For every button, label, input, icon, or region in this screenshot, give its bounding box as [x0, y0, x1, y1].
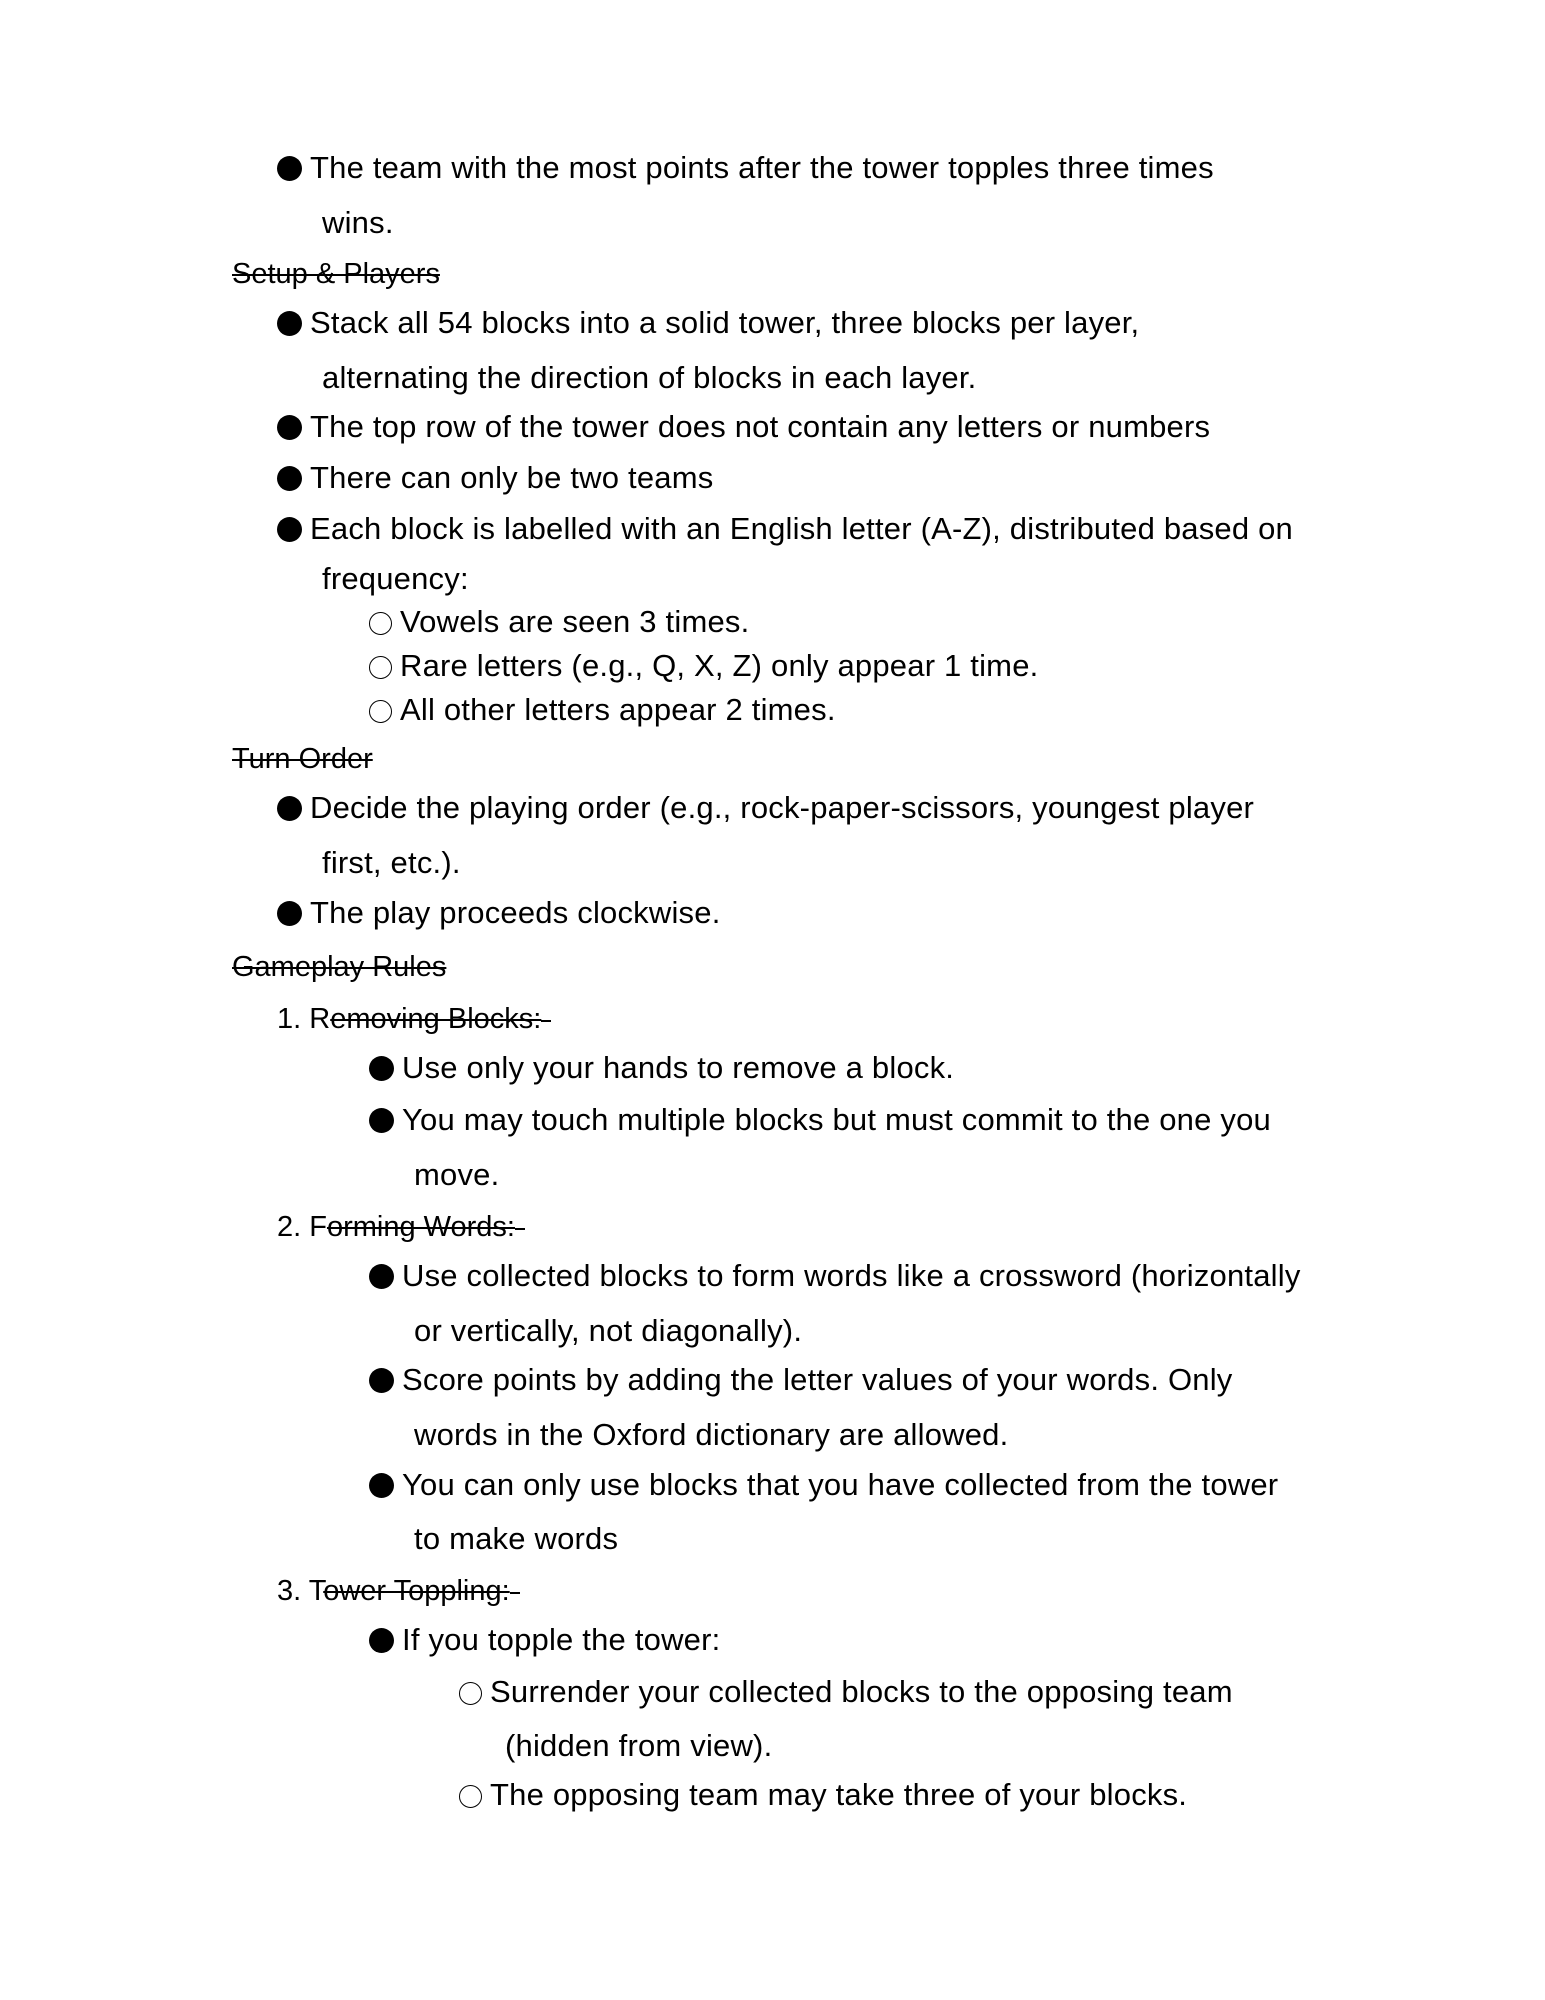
sub-list-item: The opposing team may take three of your blocks. — [459, 1775, 1187, 1815]
list-item-continuation: to make words — [414, 1521, 619, 1556]
filled-bullet-icon — [369, 1264, 394, 1289]
list-item-continuation: words in the Oxford dictionary are allowed. — [414, 1417, 1009, 1452]
hollow-bullet-icon — [369, 612, 392, 635]
numbered-heading-forming-words: 2. Forming Words: — [277, 1209, 525, 1245]
list-item: The top row of the tower does not contain any letters or numbers — [277, 407, 1210, 447]
list-item-continuation: frequency: — [322, 561, 469, 596]
list-item-continuation: (hidden from view). — [505, 1728, 773, 1763]
numbered-heading-tower-toppling: 3. Tower Toppling: — [277, 1573, 520, 1609]
list-item: You may touch multiple blocks but must commit to the one you — [369, 1100, 1271, 1140]
filled-bullet-icon — [369, 1108, 394, 1133]
list-item: You can only use blocks that you have collected from the tower — [369, 1465, 1278, 1505]
filled-bullet-icon — [277, 466, 302, 491]
filled-bullet-icon — [277, 901, 302, 926]
list-item-continuation: alternating the direction of blocks in each layer. — [322, 360, 977, 395]
list-item: There can only be two teams — [277, 458, 713, 498]
list-item: The team with the most points after the tower topples three times — [277, 148, 1214, 188]
list-item: Each block is labelled with an English letter (A-Z), distributed based on — [277, 509, 1293, 549]
sub-list-item: All other letters appear 2 times. — [369, 690, 836, 730]
list-item: Use only your hands to remove a block. — [369, 1048, 954, 1088]
hollow-bullet-icon — [369, 700, 392, 723]
sub-list-item: Rare letters (e.g., Q, X, Z) only appear 1 time. — [369, 646, 1038, 686]
list-item: Decide the playing order (e.g., rock-paper-scissors, youngest player — [277, 788, 1254, 828]
list-item: Score points by adding the letter values of your words. Only — [369, 1360, 1233, 1400]
filled-bullet-icon — [277, 156, 302, 181]
list-item: Stack all 54 blocks into a solid tower, three blocks per layer, — [277, 303, 1139, 343]
filled-bullet-icon — [369, 1368, 394, 1393]
sub-list-item: Surrender your collected blocks to the opposing team — [459, 1672, 1233, 1712]
hollow-bullet-icon — [369, 656, 392, 679]
list-item: The play proceeds clockwise. — [277, 893, 721, 933]
hollow-bullet-icon — [459, 1785, 482, 1808]
filled-bullet-icon — [277, 796, 302, 821]
filled-bullet-icon — [369, 1473, 394, 1498]
list-item-continuation: first, etc.). — [322, 845, 461, 880]
list-item: Use collected blocks to form words like a crossword (horizontally — [369, 1256, 1301, 1296]
numbered-heading-removing-blocks: 1. Removing Blocks: — [277, 1001, 551, 1037]
list-item-continuation: or vertically, not diagonally). — [414, 1313, 803, 1348]
hollow-bullet-icon — [459, 1682, 482, 1705]
filled-bullet-icon — [277, 517, 302, 542]
section-heading-gameplay: Gameplay Rules — [232, 951, 447, 983]
filled-bullet-icon — [369, 1056, 394, 1081]
filled-bullet-icon — [277, 311, 302, 336]
filled-bullet-icon — [277, 415, 302, 440]
sub-list-item: Vowels are seen 3 times. — [369, 602, 749, 642]
list-item-continuation: wins. — [322, 205, 394, 240]
filled-bullet-icon — [369, 1628, 394, 1653]
list-item-continuation: move. — [414, 1157, 500, 1192]
list-item: If you topple the tower: — [369, 1620, 720, 1660]
section-heading-setup: Setup & Players — [232, 258, 440, 290]
section-heading-turn-order: Turn Order — [232, 743, 373, 775]
